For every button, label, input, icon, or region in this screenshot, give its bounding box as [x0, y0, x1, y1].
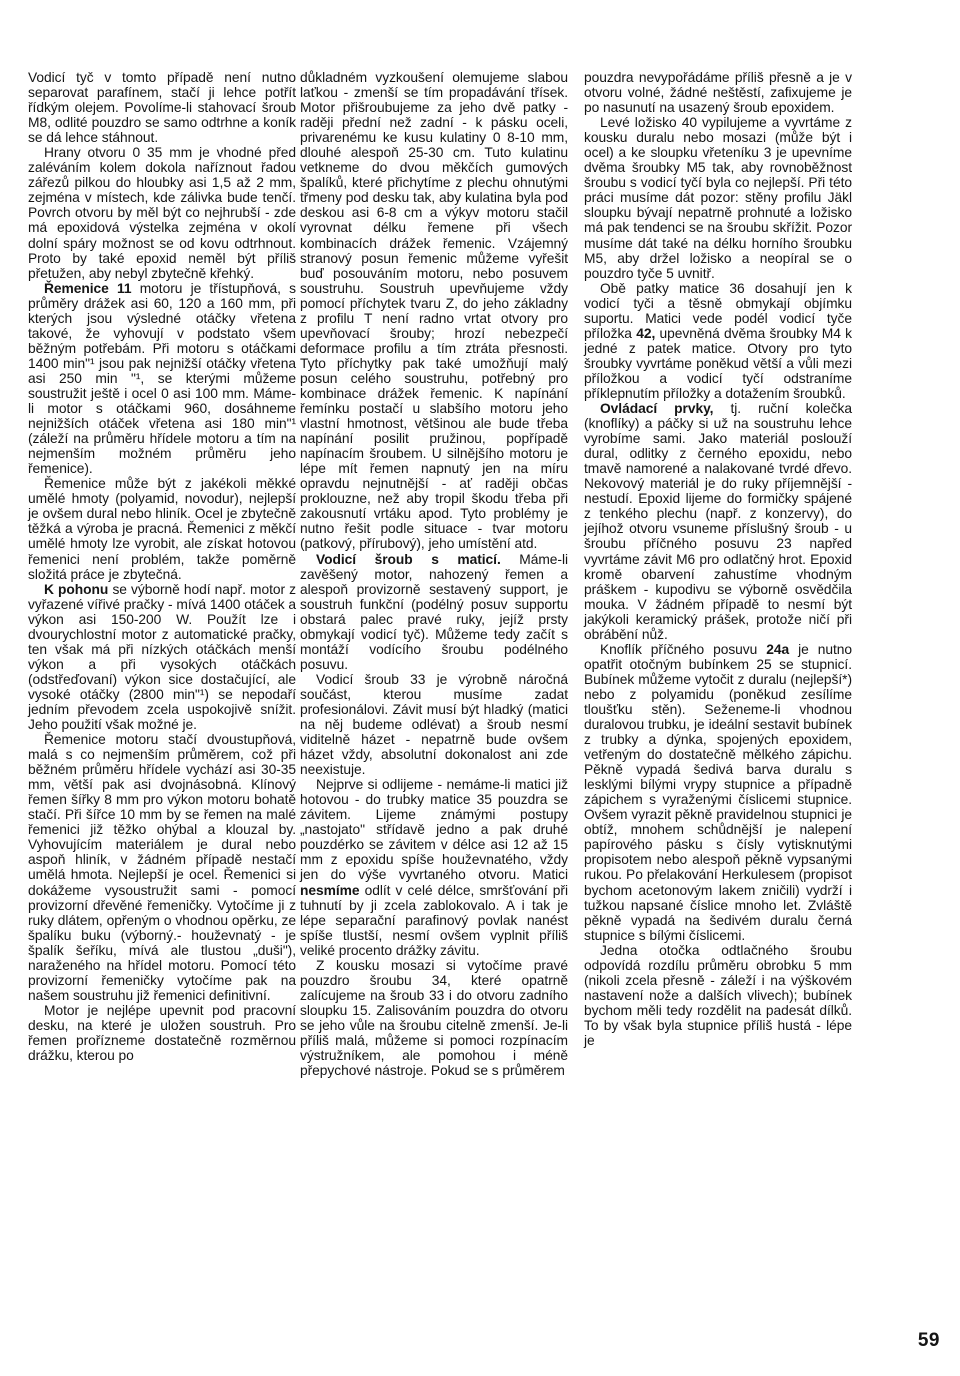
paragraph-text: důkladném vyzkoušení olemujeme slabou laťkou - zmenší se tím propadávání třísek. Motor přišroubujeme za jeho dvě patky - raději přední než zadní - k pásku oceli, privarenému ke kusu kulatiny 0 8-10 mm, dlouhé alespoň 25-30 cm. Tuto kulatinu vetkneme do dvou měkčích gumových špalíků, které přichytíme z plechu ohnutými třmeny pod desku tak, aby kulatina byla pod deskou asi 6-8 cm a výkyv motoru stačil vyrovnat délku řemene při všech kombinacích drážek řemenic. Vzájemný stranový posun řemenic můžeme vyřešit buď posouváním motoru, nebo posuvem soustruhu. Soustruh upevňujeme vždy pomocí příchytek tvaru Z, do jeho základny z profilu T není radno vrtat otvory pro upevňovací šrouby; hrozí nebezpečí deformace profilu a tím ztráta přesnosti. Tyto příchytky pak také umožňují malý posun celého soustruhu, potřebný pro kombinace drážek řemenic. K napínání řemínku postačí u slabšího motoru jeho vlastní hmotnost, většinou ale bude třeba napínání posilit pružinou, popřípadě napínacím šroubem. U silnějšího motoru je lépe mít řemen napnutý jen na míru opravdu nejnutnější - ať raději občas proklouzne, než aby tropil škodu třeba při zakousnutí vrtáku apod. Tyto problémy je nutno řešit podle situace - tvar motoru (patkový, přírubový), jeho umístění atd.: [300, 70, 568, 552]
paragraph-lead: K pohonu: [44, 581, 109, 597]
paragraph-text: Řemenice motoru stačí dvoustupňová, malá s co nejmenším průměrem, což při běžném průměru hřídele vychází asi 30-35 mm, větší pak asi dvojnásobná. Klínový řemen šířky 8 mm pro výkon motoru bohatě stačí. Při šířce 10 mm by se řemen na malé řemenici již těžko ohýbal a klouzal by. Vyhovujícím materiálem je dural nebo aspoň hliník, v žádném případě nestačí umělá hmota. Nejlepší je ocel. Řemenici si dokážeme vysoustružit sami - pomocí provizorní dřevěné řemeničky. Vytočíme ji z ruky dlátem, opřeným o vhodnou opěrku, ze špalíku buku (výborný.- houževnatý - je špalík šeříku, mívá ale tlustou „duši"), naraženého na hřídel motoru. Pomocí této provizorní řemeničky vytočíme pak na našem soustruhu již řemenici definitivní.: [28, 732, 296, 1003]
paragraph-text: Vodicí tyč v tomto případě není nutno separovat parafínem, stačí ji lehce potřít řídkým olejem. Povolíme-li stahovací šroub M8, odlité pouzdro se samo odtrhne a koník se dá lehce stáhnout.: [28, 70, 296, 146]
paragraph: [28, 582, 296, 732]
paragraph: [584, 642, 852, 943]
paragraph-text: tj. ruční kolečka (knoflíky) a páčky si už na soustruhu lehce vyrobíme sami. Jako materiál poslouží dural, odlitky z černého epoxidu, nebo tmavě namorené a nalakované tvrdé dřevo. Nekovový materiál je do ruky příjemnější - nestudí. Epoxid lijeme do formičky spájené z tenkého plechu (např. z konzervy), do jejíhož otvoru vsuneme příslušný šroub - u šroubu příčného posuvu 23 napřed vyvrtáme závit M6 pro odlatčný hrot. Epoxid kromě obarvení zahustíme vhodným práškem - kupodivu se výborně osvědčila mouka. V žádném případě to nesmí být jakýkoli keramický prášek, protože ničí při obrábění nůž.: [584, 401, 852, 642]
paragraph-emphasis: nesmíme: [300, 882, 360, 898]
paragraph-emphasis: 42,: [636, 325, 656, 341]
paragraph: [300, 70, 568, 552]
paragraph: [28, 145, 296, 280]
text-column-3: [584, 70, 852, 1048]
paragraph-emphasis: 24a: [766, 641, 790, 657]
paragraph-text: Hrany otvoru 0 35 mm je vhodné před zaléváním kolem dokola naříznout řadou zářezů pilkou do hloubky asi 1,5 až 2 mm, zejména v místech, kde zálivka bude tenčí. Povrch otvoru by měl být co nejhrubší - zde má epoxidová výstelka zejména v okolí dolní spáry možnost se od kovu odtrhnout. Proto by také epoxid neměl být příliš přetužen, aby nebyl zbytečně křehký.: [28, 145, 296, 281]
paragraph-text: Nejprve si odlijeme - nemáme-li matici již hotovou - do trubky matice 35 pouzdra se závitem. Lijeme známými postupy „nastojato" střídavě jedno a pak druhé pouzdérko se závitem v délce asi 12 až 15 mm z epoxidu spíše houževnatého, vždy jen do výše vyvrtaného otvoru. Matici: [300, 777, 568, 883]
page-number: 59: [917, 1330, 940, 1351]
text-column-1: [28, 70, 296, 1063]
text-column-2: [300, 70, 568, 1078]
paragraph: [28, 732, 296, 1003]
paragraph: [300, 552, 568, 672]
paragraph-text: pouzdra nevypořádáme příliš přesně a je v otvoru volné, žádné neštěstí, zafixujeme je po nasunutí na usazený šroub epoxidem.: [584, 70, 852, 116]
paragraph: [28, 476, 296, 581]
paragraph-lead: Řemenice 11: [44, 280, 132, 296]
paragraph: [584, 115, 852, 281]
paragraph: [300, 672, 568, 777]
paragraph-text-tail: upevněná dvěma šroubky M4 k jedné z patek matice. Otvory pro tyto šroubky vyvrtáme poněkud větší a vůli mezi příložkou a vodicí tyčí odstraníme příklepnutím příložky a dotažením šroubků.: [584, 325, 852, 401]
paragraph: [584, 70, 852, 115]
paragraph: [28, 1003, 296, 1063]
paragraph: [584, 943, 852, 1048]
paragraph-text: Vodicí šroub 33 je výrobně náročná součást, kterou musíme zadat profesionálovi. Závit musí být hladký (matici na něj budeme odlévat) a šroub nesmí viditelně házet - nepatrně bude ovšem házet vždy, absolutní dokonalost ani zde neexistuje.: [300, 671, 568, 778]
paragraph: [28, 281, 296, 477]
paragraph-text: motoru je třístupňová, s průměry drážek asi 60, 120 a 160 mm, při kterých jsou výsledné otáčky vřetena takové, že vyhovují v podstato všem běžným potřebám. Při motoru s otáčkami 1400 min"¹ jsou pak nejnižší otáčky vřetena asi 250 min "¹, se kterými můžeme soustružit ještě i ocel 0 asi 100 mm. Máme-li motor s otáčkami 960, dosáhneme nejnižších otáček vřetena asi 180 min"¹ (záleží na průměru hřídele motoru a tím na nejmenším možném průměru jeho řemenice).: [28, 280, 296, 477]
paragraph-text: Jedna otočka odtlačného šroubu odpovídá rozdílu průměru obrobku 5 mm (nikoli zcela přesně - záleží i na výškovém nastavení nože a dalších vlivech); bubínek bychom měli tedy rozdělit na padesát dílků. To by však byla stupnice příliš hustá - lépe je: [584, 942, 852, 1048]
paragraph-text-tail: je nutno opatřit otočným bubínkem 25 se stupnicí. Bubínek můžeme vytočit z duralu (nejlepší*) nebo z polyamidu (poněkud zesílíme tloušťku stěn). Seženeme-li vhodnou duralovou trubku, je ideální sestavit bubínek z trubky a dýnka, spojených epoxidem, vetřeným do dostatečně mělkého zápichu. Pěkně vypadá šedivá barva duralu s lesklými bílými vrypy stupnice a případně zápichem s vyraženými číslicemi stupnice. Ovšem vyrazit pěkně pravidelnou stupnici je obtíž, mnohem schůdnější je nalepení papírového pásku s čísly vytisknutými propisotem nebo alespoň pěkně vypsanými rukou. Po přelakování Herkulesem (propisot bychom acetonovým lakem zničili) vydrží i tužkou napsané číslice mnoho let. Zvláště pěkně vypadá na šedivém duralu černá stupnice s bílými číslicemi.: [584, 641, 852, 943]
paragraph-text: Máme-li zavěšený motor, nahozený řemen a alespoň provizorně sestavený support, je soustruh funkční (podélný posuv supportu obstará palec pravé ruky, jejíž prsty obmykají vodicí tyč). Můžeme tedy začít s montáží vodícího šroubu podélného posuvu.: [300, 551, 568, 672]
paragraph-text: se výborně hodí např. motor z vyřazené vířivé pračky - mívá 1400 otáček a výkon asi 150-200 W. Použít lze i dvourychlostní motor z automatické pračky, ten však má při nízkých otáčkách menší výkon a při vysokých otáčkách (odstřeďovaní) výkon sice dostačující, ale vysoké otáčky (2800 min"¹) se nepodaří jedním převodem zcela uspokojivě snížit. Jeho použití však možné je.: [28, 581, 296, 733]
paragraph-lead: Ovládací prvky,: [600, 401, 714, 417]
paragraph: [300, 958, 568, 1078]
paragraph: [28, 70, 296, 145]
paragraph-lead: Vodicí šroub s maticí.: [316, 551, 501, 567]
paragraph-text: Řemenice může být z jakékoli měkké umělé hmoty (polyamid, novodur), nejlepší je ovšem dural nebo hliník. Ocel je zbytečně těžká a výroba je pracná. Řemenici z měkčí umělé hmoty lze vyrobit, ale získat hotovou řemenici není problém, takže poměrně složitá práce je zbytečná.: [28, 476, 296, 582]
paragraph-text-tail: odlít v celé délce, smršťování při tuhnutí by ji zcela zablokovalo. A i tak je lépe separační parafinový povlak nanést spíše tlustší, nesmí ovšem vyplnit příliš veliké procento drážky závitu.: [300, 882, 568, 958]
paragraph-text: Obě patky matice 36 dosahují jen k vodicí tyči a těsně obmykají objímku suportu. Matici vede podél vodicí tyče příložka: [584, 280, 852, 341]
paragraph-text: Levé ložisko 40 vypilujeme a vyvrtáme z kousku duralu nebo mosazi (může být i ocel) a ke sloupku vřeteníku 3 je upevníme dvěma šroubky M5 tak, aby rovnoběžnost šroubu s vodicí tyčí byla co nejlepší. Při této práci musíme dát pozor: stěny profilu Jäkl sloupku bývají nepatrně prohnuté a ložisko má pak tendenci se na šroubu skřížit. Pozor musíme dát také na délku horního šroubku M5, aby držel ložisko a neopíral se o pouzdro tyče 5 uvnitř.: [584, 115, 852, 281]
paragraph-text: Motor je nejlépe upevnit pod pracovní desku, na které je uložen soustruh. Pro řemen prořízneme dostatečně rozměrnou drážku, kterou po: [28, 1002, 296, 1064]
paragraph: [584, 401, 852, 642]
paragraph-text: Knoflík příčného posuvu: [600, 641, 767, 657]
paragraph: [584, 281, 852, 401]
paragraph-text: Z kousku mosazi si vytočíme pravé pouzdro šroubu 34, které opatrně zalícujeme na šroub 33 i do otvoru zadního sloupku 15. Zalisováním pouzdra do otvoru se jeho vůle na šroubu citelně zmenší. Je-li příliš malá, můžeme si pomoci rozpínacím výstružníkem, ale pomohou i méně přepychové nástroje. Pokud se s průměrem: [300, 957, 568, 1079]
paragraph: [300, 777, 568, 958]
